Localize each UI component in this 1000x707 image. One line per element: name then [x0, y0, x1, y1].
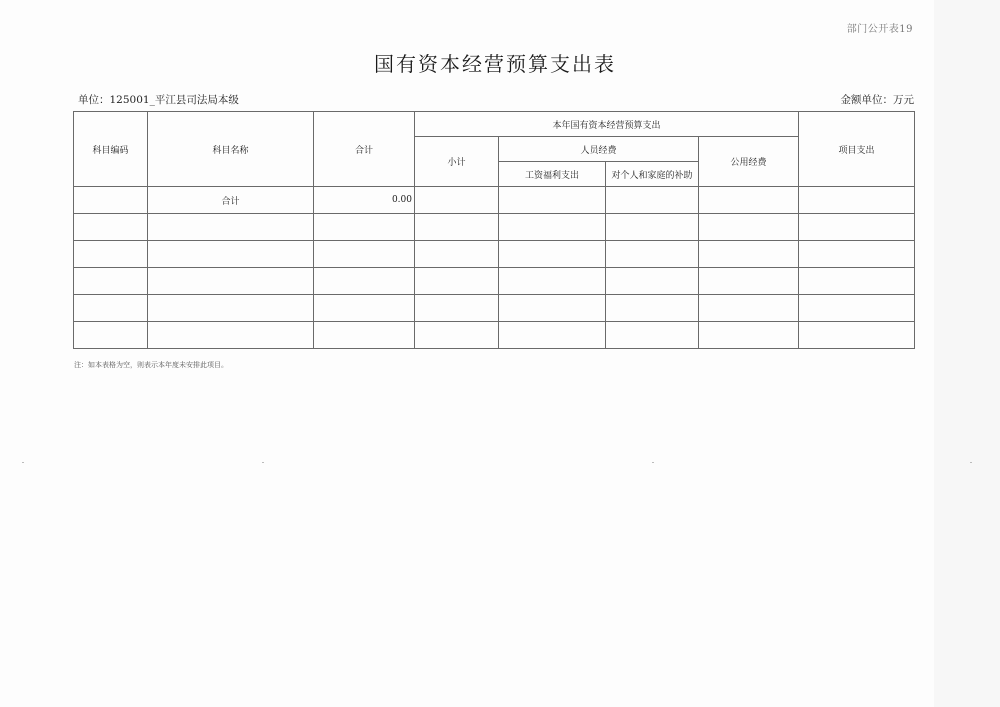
cell-subtotal [415, 241, 499, 268]
cell-subsidy [606, 187, 699, 214]
cell-project [799, 295, 915, 322]
cell-salary [499, 268, 606, 295]
cell-subtotal [415, 268, 499, 295]
sheet-number: 部门公开表19 [846, 24, 913, 35]
cell-subtotal [415, 214, 499, 241]
cell-project [799, 214, 915, 241]
header-personal-family-subsidy: 对个人和家庭的补助 [606, 162, 699, 187]
cell-total [314, 268, 415, 295]
table-row [74, 295, 915, 322]
cell-public [699, 268, 799, 295]
amount-unit-label: 金额单位：万元 [840, 94, 914, 106]
cell-public [699, 322, 799, 349]
header-total: 合计 [314, 112, 415, 187]
cell-total [314, 295, 415, 322]
cell-code [74, 241, 148, 268]
cell-name [148, 241, 314, 268]
table-row [74, 241, 915, 268]
cell-code [74, 187, 148, 214]
header-subject-code: 科目编码 [74, 112, 148, 187]
cell-subsidy [606, 214, 699, 241]
header-subtotal: 小计 [415, 137, 499, 187]
cell-subsidy [606, 322, 699, 349]
cell-salary [499, 295, 606, 322]
cell-subsidy [606, 268, 699, 295]
cell-subtotal [415, 322, 499, 349]
footnote: 注：如本表格为空，则表示本年度未安排此项目。 [74, 361, 228, 369]
cell-project [799, 187, 915, 214]
scan-speck [262, 462, 264, 463]
cell-subtotal [415, 295, 499, 322]
cell-code [74, 295, 148, 322]
cell-public [699, 241, 799, 268]
scan-speck [652, 462, 654, 463]
cell-name [148, 295, 314, 322]
cell-total [314, 241, 415, 268]
cell-public [699, 214, 799, 241]
budget-table [73, 111, 915, 349]
cell-project [799, 268, 915, 295]
cell-code [74, 214, 148, 241]
cell-total [314, 322, 415, 349]
cell-salary [499, 187, 606, 214]
unit-label: 单位：125001_平江县司法局本级 [78, 94, 239, 106]
table-row [74, 214, 915, 241]
cell-subtotal [415, 187, 499, 214]
cell-subsidy [606, 241, 699, 268]
cell-total [314, 214, 415, 241]
cell-name [148, 322, 314, 349]
page-title: 国有资本经营预算支出表 [374, 52, 616, 76]
header-public-expense: 公用经费 [699, 137, 799, 187]
cell-total: 0.00 [314, 187, 415, 214]
cell-name [148, 268, 314, 295]
cell-name [148, 214, 314, 241]
table-row [74, 187, 915, 214]
scan-speck [970, 462, 972, 463]
table-row [74, 268, 915, 295]
cell-subsidy [606, 295, 699, 322]
cell-code [74, 322, 148, 349]
page-edge-shadow [934, 0, 1000, 707]
table-row [74, 322, 915, 349]
header-personnel: 人员经费 [499, 137, 699, 162]
scan-speck [22, 462, 24, 463]
cell-name: 合计 [148, 187, 314, 214]
header-salary-welfare: 工资福利支出 [499, 162, 606, 187]
header-project-expense: 项目支出 [799, 112, 915, 187]
cell-salary [499, 322, 606, 349]
cell-public [699, 187, 799, 214]
cell-project [799, 322, 915, 349]
cell-public [699, 295, 799, 322]
cell-salary [499, 241, 606, 268]
cell-code [74, 268, 148, 295]
header-subject-name: 科目名称 [148, 112, 314, 187]
cell-salary [499, 214, 606, 241]
header-current-year-group: 本年国有资本经营预算支出 [415, 112, 799, 137]
cell-project [799, 241, 915, 268]
